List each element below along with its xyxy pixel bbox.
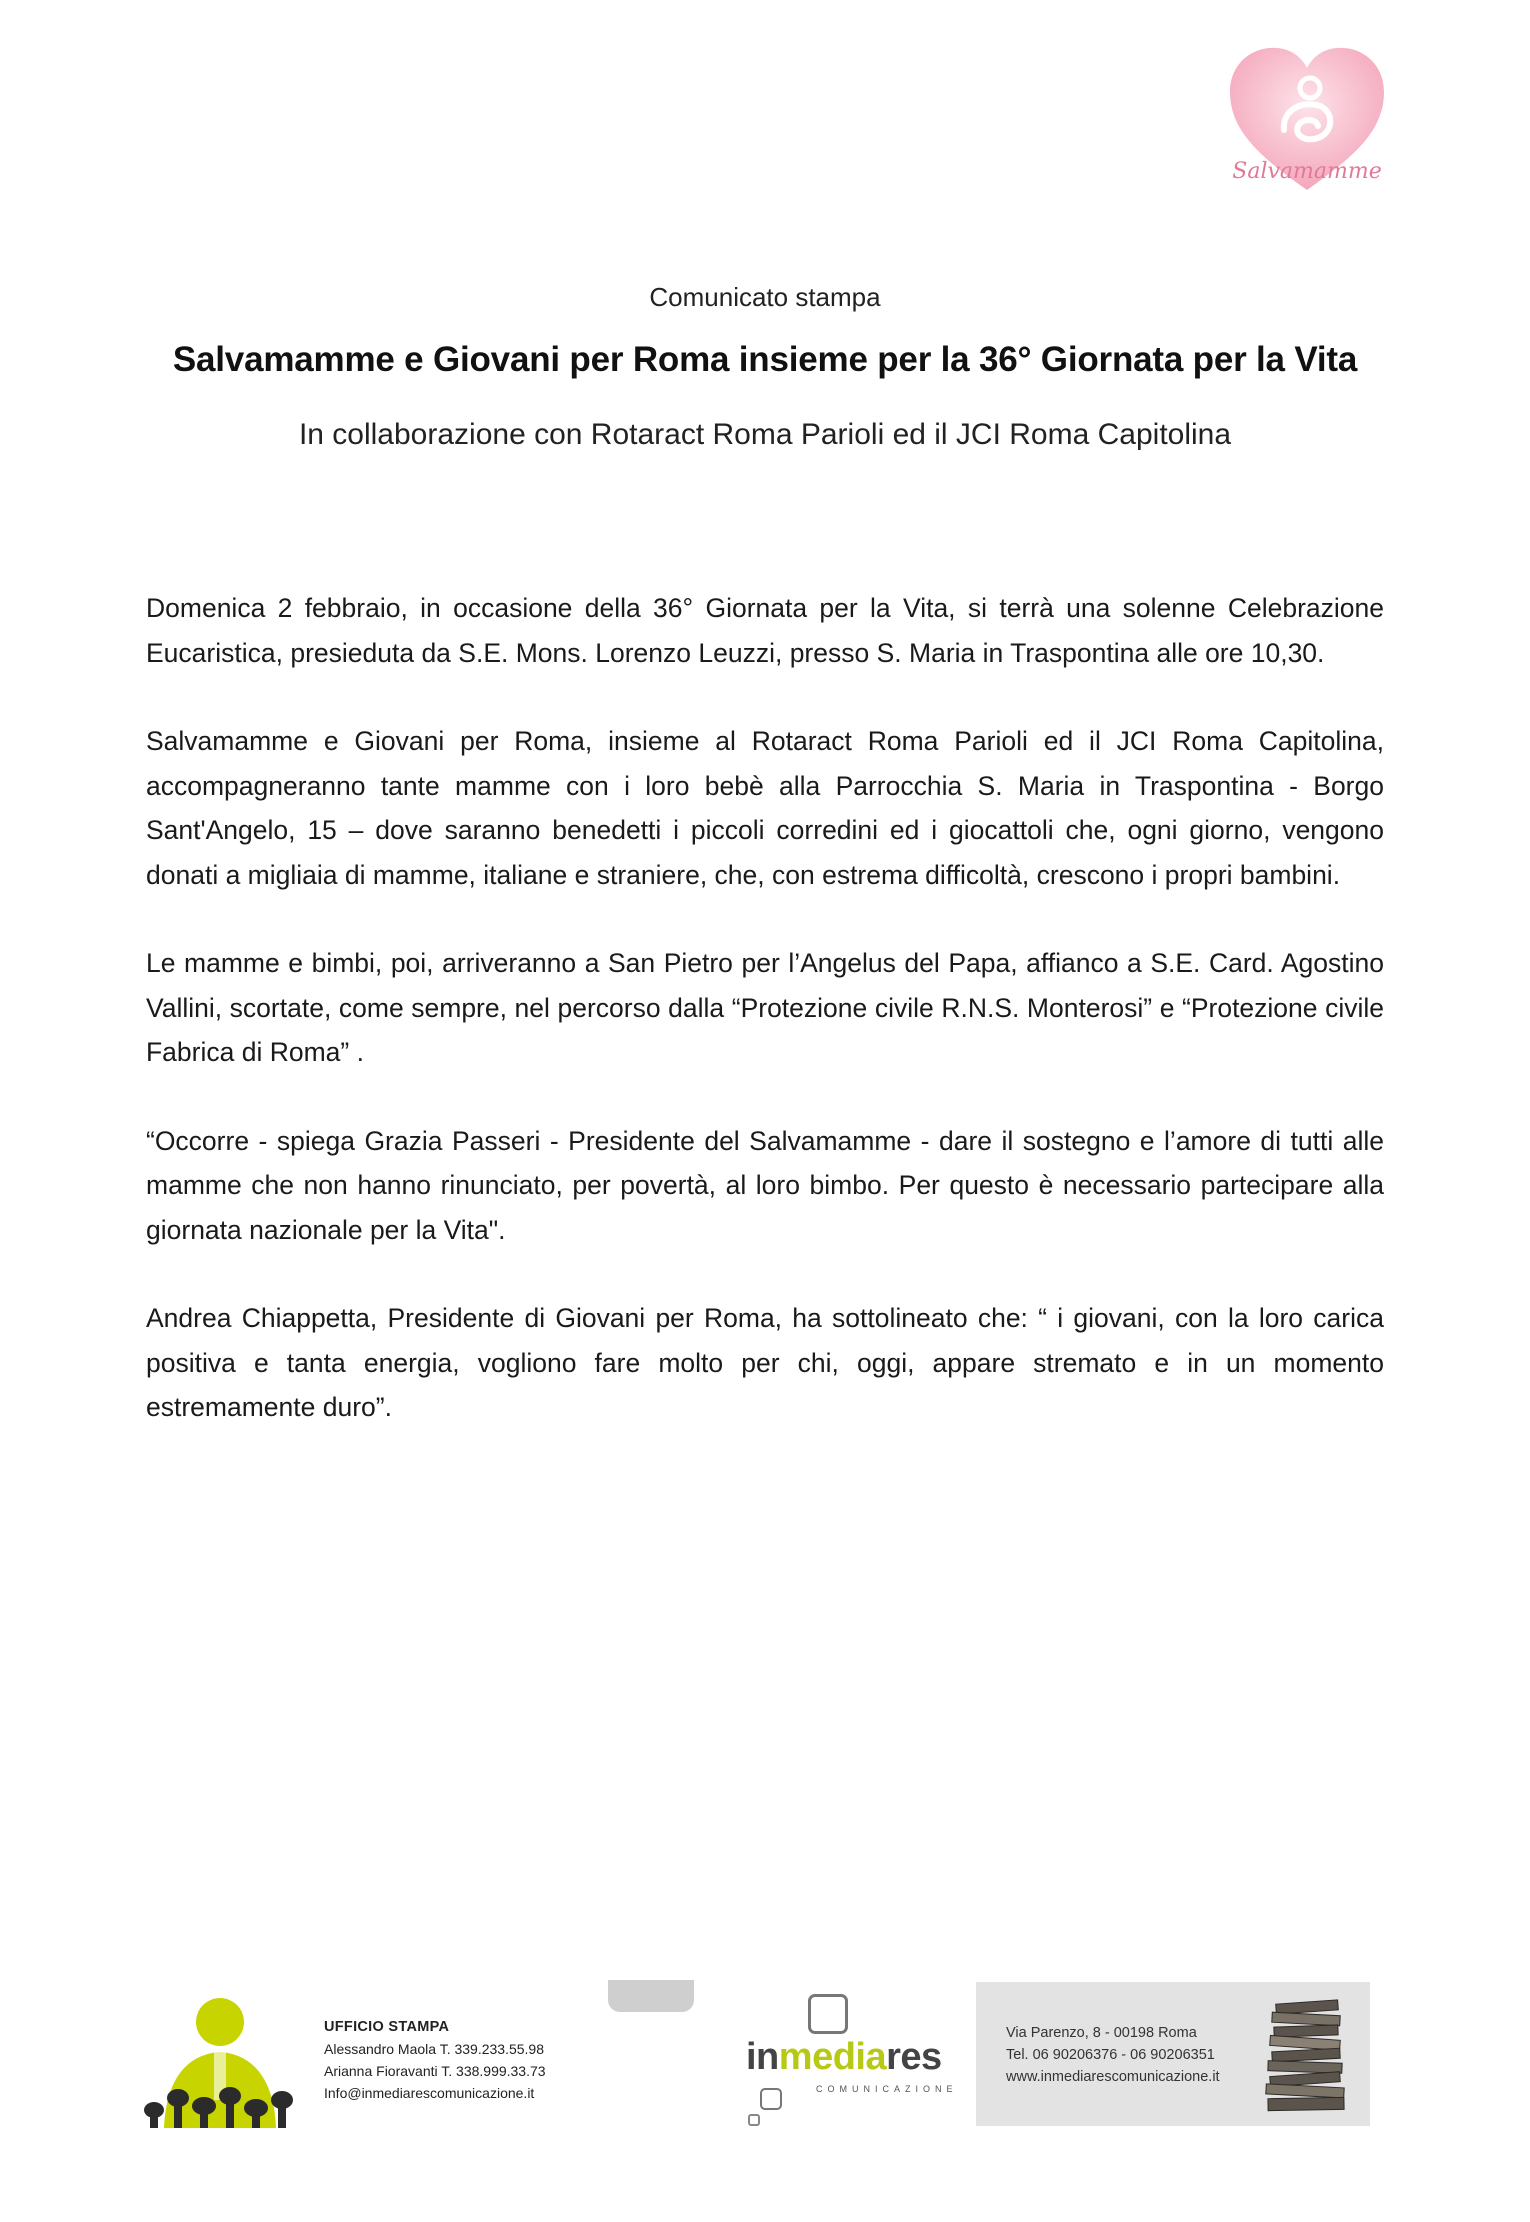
salvamamme-logo (1222, 40, 1392, 200)
paper-stack-icon (1262, 1994, 1352, 2120)
press-contact: Alessandro Maola T. 339.233.55.98 (324, 2041, 545, 2057)
page-title: Salvamamme e Giovani per Roma insieme per la 36° Giornata per la Vita (172, 340, 1358, 379)
paragraph: Andrea Chiappetta, Presidente di Giovani per Roma, ha sottolineato che: “ i giovani, con la loro carica positiva e tanta energia, vogliono fare molto per chi, oggi, appare stremato e in un momento estremamente duro”. (146, 1303, 1384, 1422)
logo-wordmark: Salvamamme (1232, 159, 1382, 184)
decorative-tab (608, 1980, 694, 2012)
press-email[interactable]: Info@inmediarescomunicazione.it (324, 2085, 535, 2101)
square-icon (748, 2114, 760, 2126)
paragraph: Salvamamme e Giovani per Roma, insieme al Rotaract Roma Parioli ed il JCI Roma Capitolina, accompagneranno tante mamme con i loro bebè alla Parrocchia S. Maria in Traspontina - Borgo Sant'Angelo, 15 – dove saranno benedetti i piccoli corredini ed i giocattoli che, ogni giorno, vengono donati a migliaia di mamme, italiane e straniere, che, con estrema difficoltà, crescono i propri bambini. (146, 726, 1384, 890)
page-subtitle: In collaborazione con Rotaract Roma Parioli ed il JCI Roma Capitolina (298, 418, 1232, 451)
phone-line: Tel. 06 90206376 - 06 90206351 (1006, 2047, 1215, 2063)
inmediares-logo (740, 1994, 960, 2124)
agency-address-box (976, 1982, 1370, 2126)
paragraph: Le mamme e bimbi, poi, arriveranno a San Pietro per l’Angelus del Papa, affianco a S.E. Card. Agostino Vallini, scortate, come sempre, nel percorso dalla “Protezione civile R.N.S. Monterosi” e “Protezione civile Fabrica di Roma” . (146, 948, 1384, 1067)
press-office-title: UFFICIO STAMPA (324, 2019, 450, 2035)
document-kicker: Comunicato stampa (649, 282, 881, 312)
square-icon (760, 2088, 782, 2110)
square-icon (808, 1994, 848, 2034)
agency-tagline: COMUNICAZIONE (816, 2084, 958, 2094)
press-release-body (146, 586, 1384, 1474)
press-conference-icon (144, 1992, 296, 2128)
press-office-contacts (324, 2016, 546, 2104)
agency-wordmark: inmediares (746, 2036, 942, 2078)
website-link[interactable]: www.inmediarescomunicazione.it (1006, 2069, 1220, 2085)
heart-logo-icon (1222, 40, 1392, 200)
address-line: Via Parenzo, 8 - 00198 Roma (1006, 2025, 1197, 2041)
paragraph: Domenica 2 febbraio, in occasione della 36° Giornata per la Vita, si terrà una solenne Celebrazione Eucaristica, presieduta da S.E. Mons. Lorenzo Leuzzi, presso S. Maria in Traspontina alle ore 10,30. (146, 593, 1384, 668)
footer (0, 1980, 1530, 2140)
press-contact: Arianna Fioravanti T. 338.999.33.73 (324, 2063, 546, 2079)
paragraph: “Occorre - spiega Grazia Passeri - Presidente del Salvamamme - dare il sostegno e l’amore di tutti alle mamme che non hanno rinunciato, per povertà, al loro bimbo. Per questo è necessario partecipare alla giornata nazionale per la Vita". (146, 1125, 1384, 1245)
